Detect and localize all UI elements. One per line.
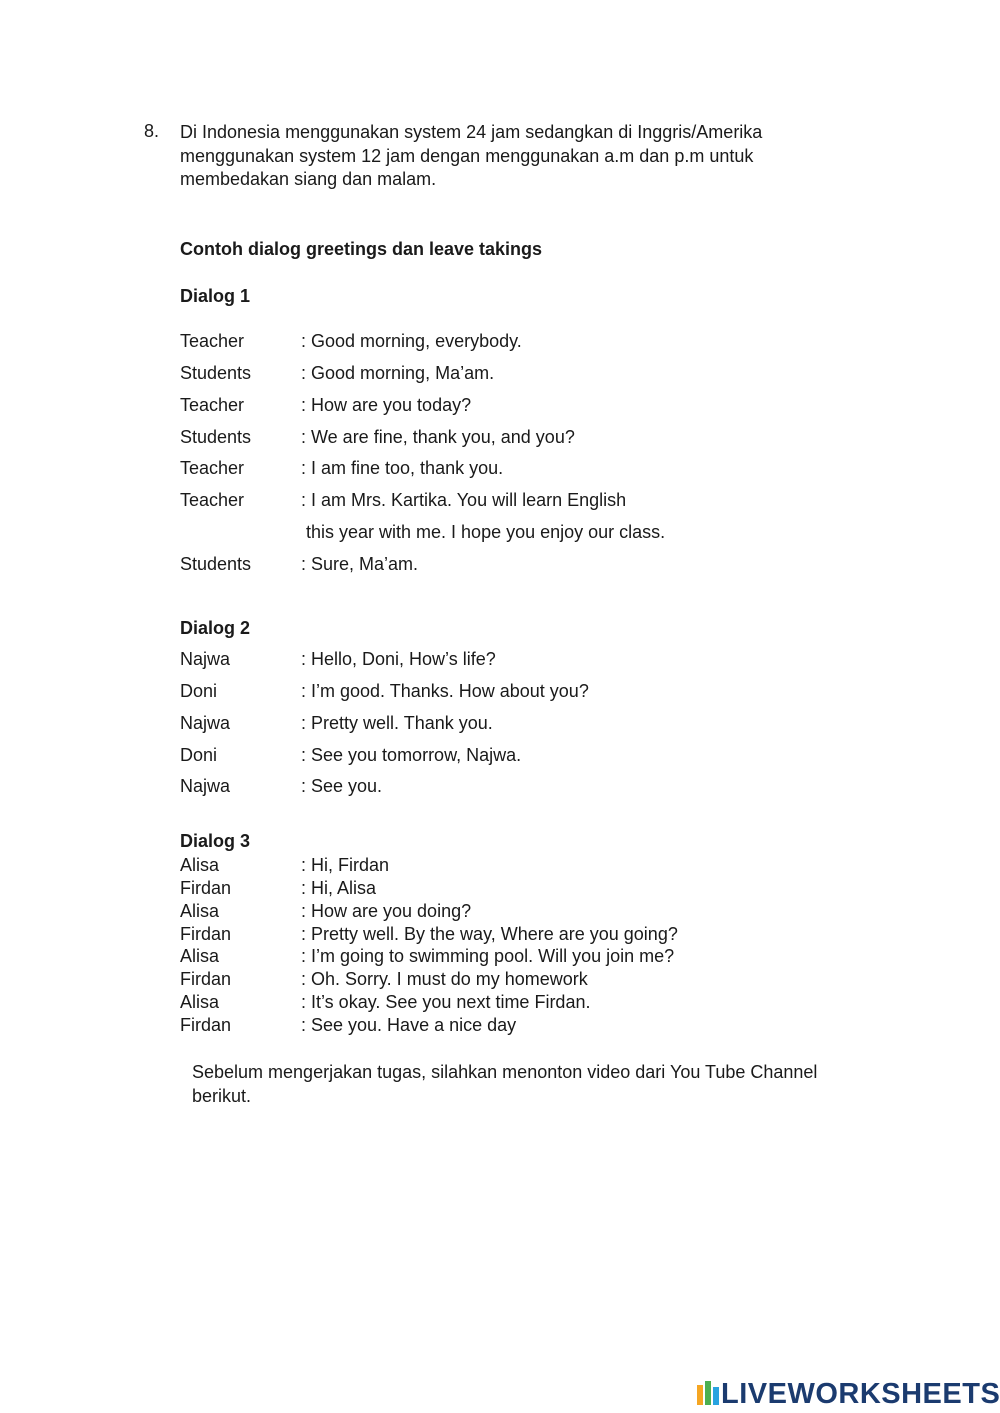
closing-paragraph xyxy=(192,1061,892,1108)
speaker-name: Firdan xyxy=(180,878,232,898)
speaker-name: Teacher xyxy=(180,331,245,351)
speaker-name: Najwa xyxy=(180,649,231,669)
speaker-name: Doni xyxy=(180,745,218,765)
speaker-name: Teacher xyxy=(180,490,245,510)
utterance: this year with me. I hope you enjoy our class. xyxy=(301,522,666,542)
utterance: : I am Mrs. Kartika. You will learn English xyxy=(301,490,627,510)
speaker-name: Doni xyxy=(180,681,218,701)
speaker-name: Alisa xyxy=(180,855,220,875)
utterance: : I’m good. Thanks. How about you? xyxy=(301,681,589,701)
utterance: : Hi, Alisa xyxy=(301,878,377,898)
section-heading: Contoh dialog greetings dan leave takings xyxy=(180,239,543,259)
utterance: : Good morning, Ma’am. xyxy=(301,363,495,383)
paragraph-line: membedakan siang dan malam. xyxy=(180,169,437,189)
speaker-name: Firdan xyxy=(180,924,232,944)
utterance: : It’s okay. See you next time Firdan. xyxy=(301,992,591,1012)
speaker-name: Firdan xyxy=(180,1015,232,1035)
paragraph-line: Sebelum mengerjakan tugas, silahkan menonton video dari You Tube Channel xyxy=(192,1062,818,1082)
speaker-name: Firdan xyxy=(180,969,232,989)
speaker-name: Alisa xyxy=(180,946,220,966)
watermark-text: LIVEWORKSHEETS xyxy=(721,1377,1000,1410)
utterance: : See you. xyxy=(301,776,383,796)
utterance: : See you. Have a nice day xyxy=(301,1015,517,1035)
liveworksheets-watermark xyxy=(697,1378,1000,1410)
speaker-name: Alisa xyxy=(180,992,220,1012)
dialog-3-heading: Dialog 3 xyxy=(180,831,251,851)
utterance: : Sure, Ma’am. xyxy=(301,554,419,574)
dialog-1-heading: Dialog 1 xyxy=(180,286,251,306)
dialog-2-heading: Dialog 2 xyxy=(180,618,251,638)
paragraph-line: menggunakan system 12 jam dengan menggunakan a.m dan p.m untuk xyxy=(180,145,754,166)
paragraph-line: Di Indonesia menggunakan system 24 jam sedangkan di Inggris/Amerika xyxy=(180,122,763,142)
utterance: : Good morning, everybody. xyxy=(301,331,522,351)
utterance: : Hello, Doni, How’s life? xyxy=(301,649,496,669)
utterance: : Oh. Sorry. I must do my homework xyxy=(301,969,588,989)
utterance: : Pretty well. By the way, Where are you going? xyxy=(301,924,678,944)
paragraph-line: berikut. xyxy=(192,1085,252,1106)
utterance: : How are you doing? xyxy=(301,901,472,921)
utterance: : We are fine, thank you, and you? xyxy=(301,427,575,447)
speaker-name: Students xyxy=(180,363,252,383)
utterance: : Hi, Firdan xyxy=(301,855,390,875)
utterance: : How are you today? xyxy=(301,395,472,415)
item-8-paragraph xyxy=(180,121,820,192)
utterance: : Pretty well. Thank you. xyxy=(301,713,493,733)
speaker-name: Najwa xyxy=(180,713,231,733)
list-number: 8. xyxy=(144,121,160,141)
speaker-name: Students xyxy=(180,427,252,447)
liveworksheets-logo-icon xyxy=(697,1381,719,1407)
speaker-name: Teacher xyxy=(180,395,245,415)
utterance: : I am fine too, thank you. xyxy=(301,458,504,478)
utterance: : I’m going to swimming pool. Will you join me? xyxy=(301,946,675,966)
utterance: : See you tomorrow, Najwa. xyxy=(301,745,522,765)
speaker-name: Teacher xyxy=(180,458,245,478)
speaker-name: Alisa xyxy=(180,901,220,921)
speaker-name: Students xyxy=(180,554,252,574)
speaker-name: Najwa xyxy=(180,776,231,796)
